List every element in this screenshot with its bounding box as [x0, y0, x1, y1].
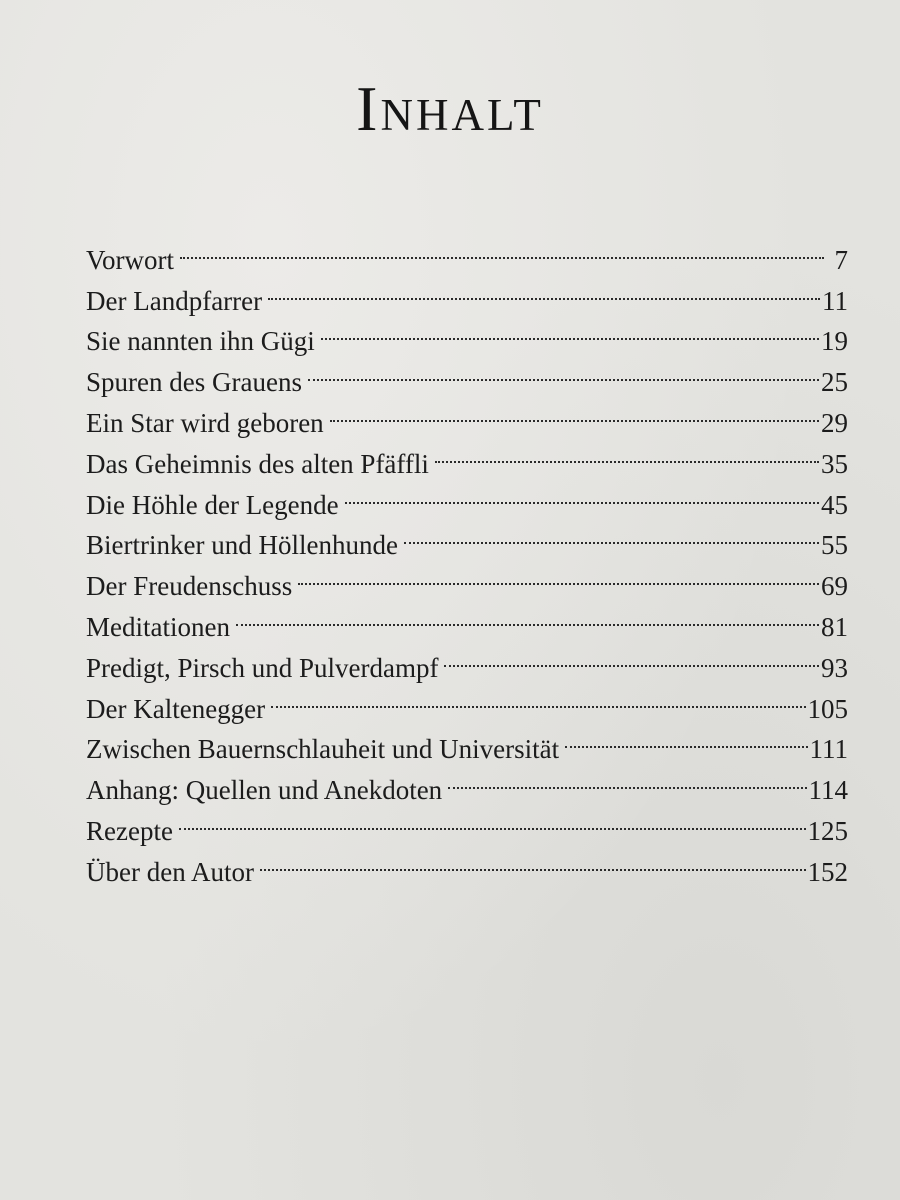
toc-entry-title: Ein Star wird geboren	[86, 407, 324, 438]
toc-entry	[86, 840, 848, 887]
toc-entry-title: Anhang: Quellen und Anekdoten	[86, 775, 443, 806]
toc-entry-title: Predigt, Pirsch und Pulverdampf	[86, 652, 439, 683]
dot-leader	[448, 758, 806, 799]
toc-entry-title: Rezepte	[86, 815, 173, 846]
toc-entry-title: Zwischen Bauernschlauheit und Universität	[86, 734, 560, 765]
dot-leader	[180, 228, 824, 269]
toc-entry	[86, 228, 848, 275]
dot-leader	[565, 718, 807, 759]
dot-leader	[345, 473, 819, 514]
toc-entry-title: Vorwort	[86, 244, 175, 275]
dot-leader	[444, 636, 819, 677]
toc-entry-page-number: 111	[809, 734, 848, 765]
page-title: Inhalt	[356, 73, 544, 144]
table-of-contents	[86, 228, 848, 887]
toc-entry	[86, 799, 848, 846]
toc-entry	[86, 269, 848, 316]
toc-entry-title: Das Geheimnis des alten Pfäffli	[86, 448, 429, 479]
dot-leader	[404, 514, 819, 555]
toc-entry-page-number: 105	[807, 693, 848, 724]
toc-entry-title: Über den Autor	[86, 856, 254, 887]
toc-entry-page-number: 7	[834, 244, 848, 275]
toc-entry-page-number: 55	[821, 530, 848, 561]
toc-entry-title: Sie nannten ihn Gügi	[86, 326, 315, 357]
toc-entry-page-number: 25	[821, 367, 848, 398]
toc-entry-page-number: 19	[821, 326, 848, 357]
toc-entry-page-number: 29	[821, 407, 848, 438]
toc-entry-page-number: 11	[822, 285, 848, 316]
toc-entry-title: Spuren des Grauens	[86, 367, 302, 398]
dot-leader	[179, 799, 806, 840]
toc-entry-title: Der Freudenschuss	[86, 571, 293, 602]
toc-entry-title: Der Kaltenegger	[86, 693, 266, 724]
toc-entry-page-number: 93	[821, 652, 848, 683]
toc-entry-title: Der Landpfarrer	[86, 285, 263, 316]
toc-entry-page-number: 114	[808, 775, 848, 806]
dot-leader	[321, 310, 819, 351]
dot-leader	[435, 432, 819, 473]
dot-leader	[330, 391, 819, 432]
toc-entry-title: Biertrinker und Höllenhunde	[86, 530, 398, 561]
dot-leader	[308, 350, 819, 391]
toc-entry-page-number: 45	[821, 489, 848, 520]
toc-entry-page-number: 152	[807, 856, 848, 887]
dot-leader	[268, 269, 820, 310]
dot-leader	[260, 840, 806, 881]
dot-leader	[236, 595, 819, 636]
toc-entry-page-number: 35	[821, 448, 848, 479]
toc-entry-page-number: 69	[821, 571, 848, 602]
toc-entry-title: Meditationen	[86, 611, 230, 642]
dot-leader	[298, 554, 819, 595]
toc-entry-page-number: 125	[807, 815, 848, 846]
toc-entry-page-number: 81	[821, 611, 848, 642]
toc-entry-title: Die Höhle der Legende	[86, 489, 339, 520]
dot-leader	[271, 677, 805, 718]
